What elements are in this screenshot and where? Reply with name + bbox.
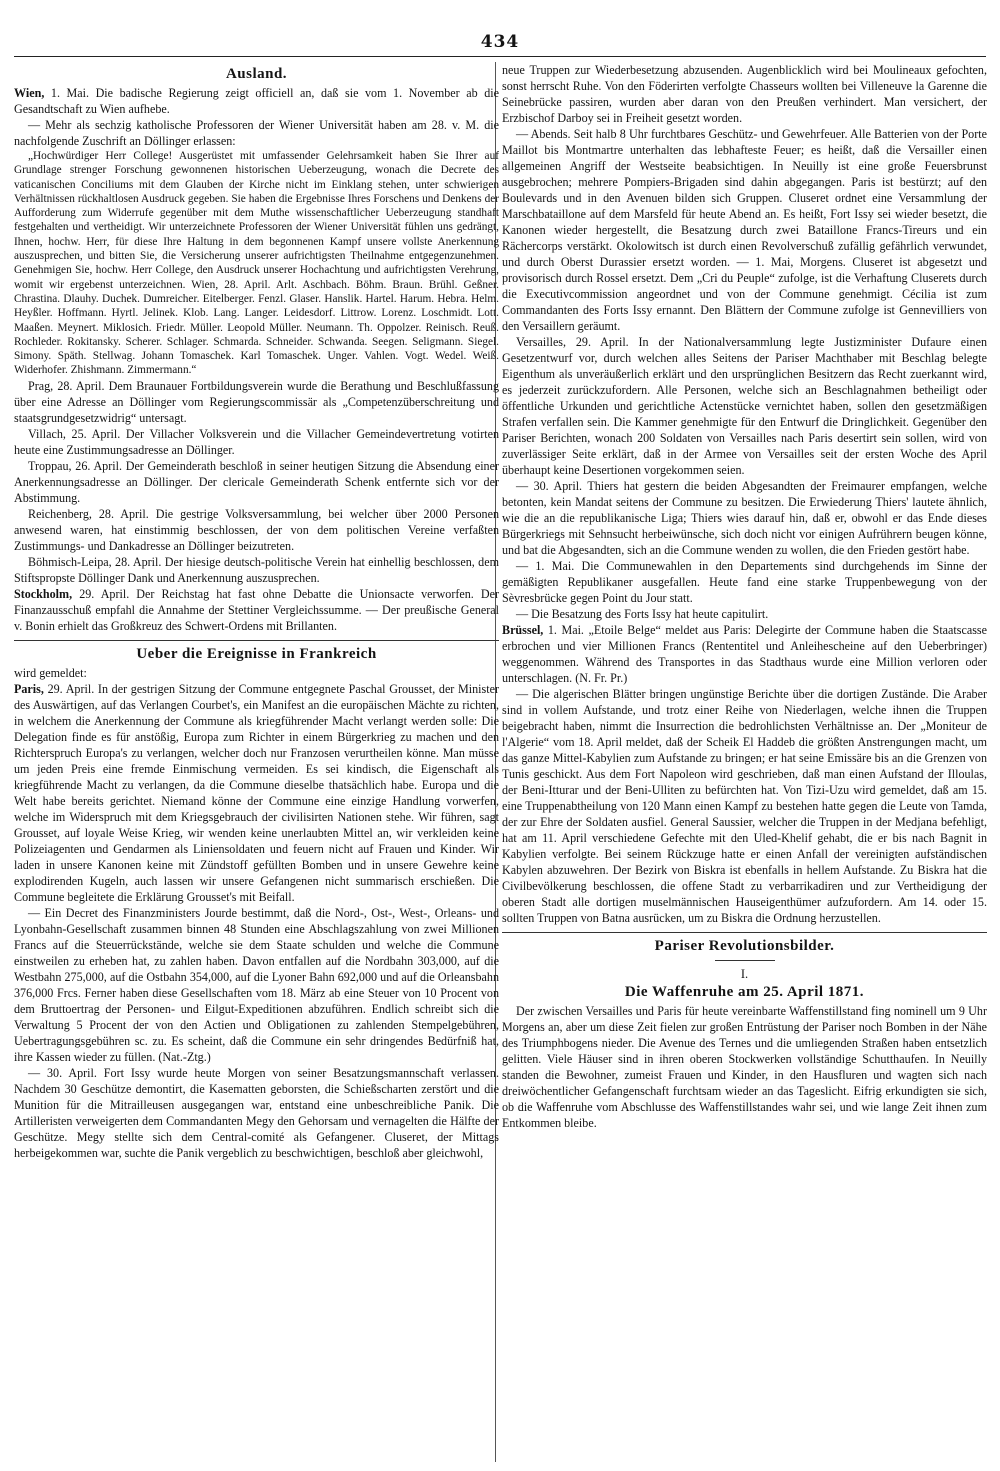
article-paris-body: 29. April. In der gestrigen Sitzung der Commune entgegnete Paschal Grousset, der Minister des Auswärtigen, auf das Verlangen Courbet's, ein Manifest an die europäischen Mächte zu richten, in welchem die Anerkennung der Commune als kriegführender Macht verlangt werden solle: Die Delegation finde es für anstößig, Europa zum Richter in einem Bürgerkrieg zu machen und den Richterspruch Europa's zu verlangen, welcher doch nur Franzosen verurtheilen könne. Man müsse um jeden Preis eine fremde Einmischung vermeiden. Es sei kindisch, die Eigenschaft als kriegführende Macht zu verlangen, da die Commune dieselbe thatsächlich habe. Europa und die Welt habe bereits gerichtet. Niemand könne der Commune eine einzige Handlung vorwerfen, welche im Widerspruch mit dem Kriegsgebrauch der civilisirten Nationen stehe. Wir führen, sagt Grousset, auf loyale Weise Krieg, wir wenden keine unerlaubten Mittel an, wir verkleiden keine Polizeiagenten und Gendarmen als Liniensoldaten und feuern nicht auf Frauen und Kinder. Wir laden in unsere Kanonen keine mit Zündstoff gefüllten Bomben und in unsere Gewehre keine explodirenden Kugeln, auch lassen wir unsere Gefangenen nicht summarisch erschießen. Die Commune begleitete die Erklärung Grousset's mit Beifall. bbox=[14, 681, 499, 904]
section-rule bbox=[14, 640, 499, 641]
article-algerien: — Die algerischen Blätter bringen ungünstige Berichte über die dortigen Zustände. Die Araber sind in vollem Aufstande, und trotz einer Reihe von Niederlagen, welche ihnen die Truppen beigebracht haben, nimmt die Insurrection die bedrohlichsten Verhältnisse an. Der „Moniteur de l'Algerie“ vom 18. April meldet, daß der Scheik El Haddeb die größten Anstrengungen macht, um das ganze Mittel-Kabylien zum Aufstande zu bringen; er hat seine Emissäre bis an die Grenzen von Tunis geschickt. Aus dem Fort Napoleon wird geschrieben, daß man einen Aufstand der Illoulas, der Beni-Itturar und der Beni-Ulliten zu befürchten hat. Von Tizi-Uzu wird gemeldet, daß am 15. eine Truppenabtheilung von 120 Mann einen Kampf zu bestehen hatte gegen die Leute von Tamda, der zur Ehre der Soldaten ausfiel. General Saussier, welcher die Truppen in der Medjana befehligt, hat am 11. April verschiedene Gefechte mit den Uled-Khelif gehabt, die er bis nach Bagnit in Kabylien verfolgte. Bei seinem Rückzuge hatte er einen Anfall der vereinigten aufständischen Kabylen abzuwehren. Der Bezirk von Biskra ist ebenfalls in hellem Aufstande. Zu Biskra hat die Civilbevölkerung beschlossen, die offene Stadt zu verbarrikadiren und zur Vertheidigung der oberen Stadt alle dortigen muselmännischen Hauseigenthümer aufzufordern. Am 14. oder 15. sollten Truppen von Batna ausrücken, um zu Biskra die Ordnung herzustellen. bbox=[502, 687, 987, 925]
feuilleton-short-rule bbox=[715, 960, 775, 961]
article-stockholm bbox=[14, 586, 499, 634]
right-column bbox=[502, 62, 987, 1462]
dateline-bruessel: Brüssel, bbox=[502, 623, 544, 637]
ausland-heading: Ausland. bbox=[225, 66, 288, 82]
article-bruessel-body: 1. Mai. „Etoile Belge“ meldet aus Paris: Delegirte der Commune haben die Staatscasse erbrochen und vier Millionen Francs (Rententitel und Anleihescheine auf den Ueberbringer) weggenommen. Während des Transportes in das Stadthaus wurde eine Million verloren oder unterschlagen. (N. Fr. Pr.) bbox=[502, 623, 987, 685]
article-prag: Prag, 28. April. Dem Braunauer Fortbildungsverein wurde die Berathung und Beschlußfassung über eine Adresse an Döllinger vom Regierungscommissär als „Competenzüberschreitung und staatsgrundgesetzwidrig“ untersagt. bbox=[14, 378, 499, 425]
article-mai-1: — 1. Mai. Die Communewahlen in den Departements sind durchgehends im Sinne der gemäßigten Republikaner ausgefallen. Heute fand eine starke Truppenbewegung von der Sèvresbrücke gegen Point du Jour statt. bbox=[502, 559, 987, 605]
article-stockholm-body: 29. April. Der Reichstag hat fast ohne Debatte die Unionsacte verworfen. Der Finanzausschuß empfahl die Annahme der Stettiner Vergleichssumme. — Der preußische General v. Bonin erhielt das Großkreuz des Schwert-Ordens mit Brillanten. bbox=[14, 586, 499, 633]
article-wien bbox=[14, 85, 499, 117]
article-continuation: neue Truppen zur Wiederbesetzung abzusenden. Augenblicklich wird bei Moulineaux gefochten, sonst herrscht Ruhe. Von den Föderirten verfolgte Chasseurs wollten bei Villeneuve la Garenne die Seinebrücke passiren, wurden aber daran von den Preußen verhindert. Man versichert, der Erzbischof Darboy sei in Freiheit gesetzt worden. bbox=[502, 63, 987, 125]
article-thiers: — 30. April. Thiers hat gestern die beiden Abgesandten der Freimaurer empfangen, welche betonten, kein Mandat seitens der Commune zu besitzen. Die Erwiederung Thiers' lautete ähnlich, wie die an die republikanische Liga; Thiers wies darauf hin, daß er, obwohl er das Ende dieses Bürgerkriegs mit Sehnsucht herbeiwünsche, sich doch nicht vor einigen Aufrührern beugen könne, und bat die Abgesandten, sich an die Commune wenden zu wollen, die den Frieden gestört habe. bbox=[502, 479, 987, 557]
feuilleton-chapter-number: I. bbox=[740, 967, 749, 981]
frankreich-heading: Ueber die Ereignisse in Frankreich bbox=[136, 645, 377, 662]
article-villach: Villach, 25. April. Der Villacher Volksverein und die Villacher Gemeindevertretung votirten heute eine Zustimmungsadresse an Döllinger. bbox=[14, 426, 499, 457]
article-reichenberg: Reichenberg, 28. April. Die gestrige Volksversammlung, bei welcher über 2000 Personen anwesend waren, hat einstimmig beschlossen, der von dem politischen Vereine verfaßten Zustimmungs- und Dankadresse an Döllinger beizutreten. bbox=[14, 506, 499, 553]
article-professors-letter: „Hochwürdiger Herr College! Ausgerüstet mit umfassender Gelehrsamkeit haben Sie Ihrer auf Grundlage strenger Forschung gewonnenen historischen Ueberzeugung, wonach die Decrete des vaticanischen Conciliums mit dem Glauben der Kirche nicht im Einklang stehen, unter schwierigen Verhältnissen rückhaltlosen Ausdruck gegeben. Sie haben die Ergebnisse Ihres Forschens und Denkens der Aufforderung zum Widerrufe gegenüber mit dem Muthe wissenschaftlicher Ueberzeugung standhaft festgehalten und vertheidigt. Wir unterzeichnete Professoren der Wiener Universität fühlen uns gedrängt, Ihnen, hochw. Herr, für diese Ihre Haltung in dem begonnenen Kampf unsere vollste Anerkennung auszusprechen, und bitten Sie, die Versicherung unserer aufrichtigsten Theilnahme entgegenzunehmen. Genehmigen Sie, hochw. Herr College, den Ausdruck unserer Hochachtung und aufrichtigsten Verehrung, womit wir ergebenst unterzeichnen. Wien, 28. April. Arlt. Aschbach. Böhm. Braun. Brühl. Geßner. Chrastina. Dlauhy. Duchek. Dumreicher. Eitelberger. Fenzl. Glaser. Hanslik. Hartel. Harum. Hebra. Helm. Heyßler. Hoffmann. Hyrtl. Jelinek. Klob. Lang. Langer. Leidesdorf. Littrow. Lorenz. Loschmidt. Lott. Maaßen. Meynert. Miklosich. Friedr. Müller. Leopold Müller. Neumann. Th. Oppolzer. Reinisch. Reuß. Rochleder. Rokitansky. Scherer. Schlager. Schmarda. Schneider. Schwanda. Seegen. Seligmann. Siegel. Simony. Späth. Stellwag. Johann Tomaschek. Karl Tomaschek. Unger. Vahlen. Vogt. Wedel. Weiß. Widerhofer. Zhishmann. Zimmermann.“ bbox=[14, 150, 499, 377]
article-bruessel bbox=[502, 622, 987, 686]
article-feuilleton-body: Der zwischen Versailles und Paris für heute vereinbarte Waffenstillstand fing nominell um 9 Uhr Morgens an, aber um diese Zeit fielen zur großen Entrüstung der Pariser noch Bomben in der Nähe des Triumphbogens nieder. Die Avenue des Ternes und die umliegenden Straßen haben entsetzlich gelitten. Viele Häuser sind in ihren oberen Stockwerken vollständige Schutthaufen. In Neuilly standen die Bewohner, zumeist Frauen und Kinder, in den Hausfluren und wagten sich nach dreiwöchentlicher Gefangenschaft furchtsam wieder an das Tageslicht. Eifrig erkundigten sie sich, ob die Waffenruhe vom Abschlusse des Waffenstillstandes wahr sei, und wie lange Zeit ihnen zum Entkommen bleibe. bbox=[502, 1004, 987, 1130]
feuilleton-subheading: Die Waffenruhe am 25. April 1871. bbox=[624, 984, 865, 1000]
feuilleton-heading: Pariser Revolutionsbilder. bbox=[654, 938, 835, 954]
article-abends: — Abends. Seit halb 8 Uhr furchtbares Geschütz- und Gewehrfeuer. Alle Batterien von der Porte Maillot bis Montmartre unterhalten das lebhafteste Feuer; es heißt, daß die Versailler einen allgemeinen Angriff der Westseite beabsichtigen. In Neuilly ist eine große Feuersbrunst ausgebrochen; mehrere Pompiers-Brigaden sind dahin abgegangen. Paris ist bestürzt; auf den Boulevards und in den Avenuen bilden sich Gruppen. Cluseret ordnet eine Versammlung der Marschbataillone auf dem Marsfeld für heute Abend an. Es heißt, Fort Issy sei wieder besetzt, die Kanonen wieder hergestellt, die Besatzung durch zwei Bataillone Francs-Tireurs und ein Rächercorps verstärkt. Okolowitsch ist durch einen Revolverschuß zufällig gefährlich verwundet, und durch Oberst Durassier ersetzt worden. — 1. Mai, Morgens. Cluseret ist abgesetzt und provisorisch durch Rossel ersetzt. Dem „Cri du Peuple“ zufolge, ist die Verhaftung Cluserets durch die Executivcommission angeordnet und von der Commune genehmigt. Cécilia ist zum Commandanten des Forts Issy ernannt. Den Blättern der Commune zufolge ist Gennevilliers von den Versaillern geräumt. bbox=[502, 127, 987, 333]
left-column bbox=[14, 62, 499, 1462]
article-fort-issy: — 30. April. Fort Issy wurde heute Morgen von seiner Besatzungsmannschaft verlassen. Nachdem 30 Geschütze demontirt, die Kasematten geborsten, die Schießscharten zerstört und die Munition für die Mitrailleusen ausgegangen war, entstand eine unbeschreibliche Panik. Die Artilleristen verweigerten dem Commandanten Megy den Gehorsam und vernagelten die Hälfte der Geschütze. Megy stellte sich dem Central-comité als Gefangener. Cluseret, der Mittags herbeigekommen war, suchte die Panik vergeblich zu beschwichtigen, beschloß aber gleichwohl, bbox=[14, 1065, 499, 1160]
article-jourde-decree: — Ein Decret des Finanzministers Jourde bestimmt, daß die Nord-, Ost-, West-, Orleans- und Lyonbahn-Gesellschaft zusammen binnen 48 Stunden eine Abschlagszahlung von zwei Millionen Francs auf die Steuerrückstände, welche sie dem Staate schulden und welche die Commune einstweilen zu erheben hat, zu zahlen haben. Davon entfallen auf die Nordbahn 303,000, auf die Westbahn 275,000, auf die Ostbahn 354,000, auf die Lyoner Bahn 692,000 und auf die Orleansbahn 376,000 Frcs. Ferner haben diese Gesellschaften vom 18. März ab eine Steuer von 10 Procent von dem Bruttoertrag der Personen- und Eilgut-Expeditionen abzuführen. Endlich schreibt sich die Verwaltung 5 Procent der von den Actien und Obligationen zu zahlenden Stempelgebühren, Uebertragungsgebühren sc. zu. Es scheint, daß die Commune ein sehr dringendes Bedürfniß hat, ihre Kassen wieder zu füllen. (Nat.-Ztg.) bbox=[14, 905, 499, 1064]
dateline-stockholm: Stockholm, bbox=[14, 586, 73, 601]
article-paris bbox=[14, 681, 499, 905]
article-troppau: Troppau, 26. April. Der Gemeinderath beschloß in seiner heutigen Sitzung die Absendung einer Anerkennungsadresse an Döllinger. Der clericale Gemeinderath Schenk entfernte sich vor der Abstimmung. bbox=[14, 458, 499, 505]
article-versailles: Versailles, 29. April. In der Nationalversammlung legte Justizminister Dufaure einen Gesetzentwurf vor, durch welchen alles Seitens der Pariser Machthaber mit Beschlag belegte Eigenthum als unveräußerlich erklärt und den ursprünglichen Besitzern das Recht zuerkannt wird, es jederzeit zurückzufordern. Alle Personen, welche sich an Beschlagnahmen betheiligt oder öffentliche Urkunden und gerichtliche Actenstücke vernichtet haben, sollen den gesetzmäßigen Strafen verfallen sein. Die Kammer genehmigte für den Entwurf die Dringlichkeit. Gegenüber den Pariser Berichten, wonach 200 Soldaten von Versailles nach Paris desertirt sein sollen, wird von zuverlässiger Seite erklärt, daß in der Armee von Versailles seit der ersten Woche des April überhaupt keine Desertionen vorgekommen seien. bbox=[502, 335, 987, 477]
article-boehmisch-leipa: Böhmisch-Leipa, 28. April. Der hiesige deutsch-politische Verein hat einhellig beschlossen, dem Stiftspropste Döllinger Dank und Anerkennung auszusprechen. bbox=[14, 554, 499, 585]
article-professors-intro: — Mehr als sechzig katholische Professoren der Wiener Universität haben am 28. v. M. die nachfolgende Zuschrift an Döllinger erlassen: bbox=[14, 118, 499, 148]
article-wien-body: 1. Mai. Die badische Regierung zeigt officiell an, daß sie vom 1. November ab die Gesandtschaft zu Wien aufhebe. bbox=[14, 86, 499, 116]
dateline-paris: Paris, bbox=[14, 681, 44, 696]
header-rule bbox=[14, 56, 986, 57]
article-besatzung: — Die Besatzung des Forts Issy hat heute capitulirt. bbox=[516, 607, 769, 621]
feuilleton-rule bbox=[502, 932, 987, 933]
dateline-wien: Wien, bbox=[14, 86, 45, 100]
page-number: 434 bbox=[480, 32, 520, 52]
frankreich-intro: wird gemeldet: bbox=[14, 665, 87, 680]
